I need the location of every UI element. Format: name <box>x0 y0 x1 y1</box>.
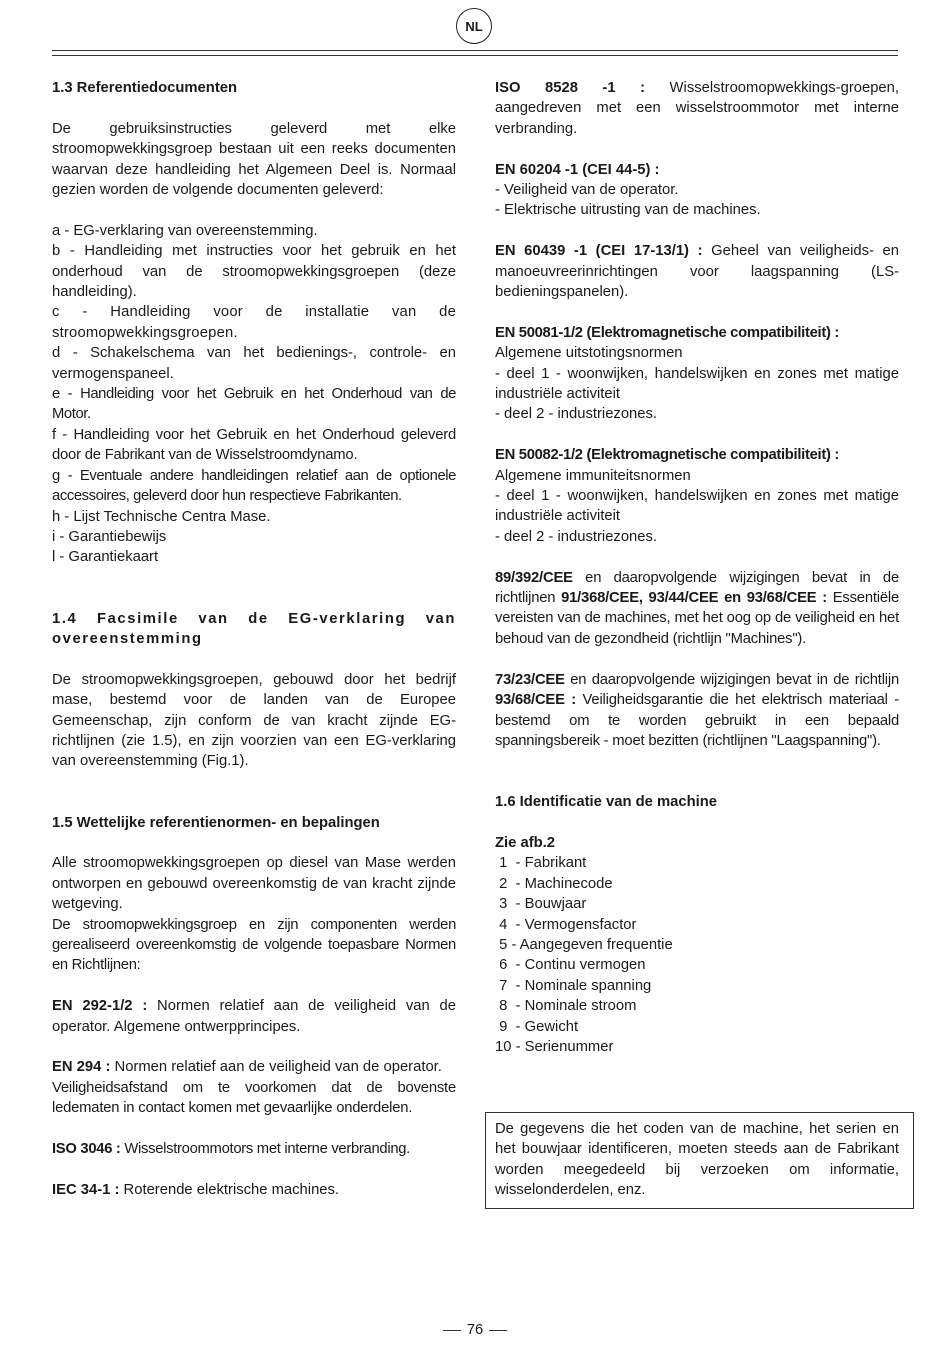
norm-en60204-item-1: - Veiligheid van de operator. <box>495 182 679 199</box>
section-1-4-title: 1.4 Facsimile van de EG-verklaring van overeenstemming <box>52 610 456 647</box>
plate-item-7: 7 - Nominale spanning <box>495 977 652 994</box>
page-footer <box>0 1322 950 1338</box>
section-1-3-title: 1.3 Referentiedocumenten <box>52 80 238 96</box>
doc-item-d: d - Schakelschema van het bedienings-, controle- en vermogenspaneel. <box>52 345 456 382</box>
norm-en60439-text: Geheel van veiligheids- en manoeuvreerinrichtingen voor laagspanning (LS-bedieningspanelen). <box>495 243 899 301</box>
section-1-3-intro: De gebruiksinstructies geleverd met elke stroomopwekkingsgroep bestaan uit een reeks documenten waarvan deze handleiding het Algemeen Deel is. Normaal gezien worden de volgende documenten geleverd: <box>52 120 456 199</box>
section-1-6-title: 1.6 Identificatie van de machine <box>495 794 718 811</box>
norm-en60439-label: EN 60439 -1 (CEI 17-13/1) : <box>495 243 703 260</box>
norm-en294-label: EN 294 : <box>52 1059 111 1076</box>
norm-iec34-text: Roterende elektrische machines. <box>119 1181 340 1198</box>
directive-73-23-text-1: en daaropvolgende wijzigingen bevat in de richtlijn <box>564 671 899 688</box>
doc-item-a: a - EG-verklaring van overeenstemming. <box>52 222 318 239</box>
directive-89-392-text-1: en daaropvolgende wijzigingen bevat in de richtlijnen <box>495 569 899 607</box>
norm-iso3046-text: Wisselstroommotors met interne verbranding. <box>120 1140 410 1157</box>
plate-item-5: 5 - Aangegeven frequentie <box>495 936 673 953</box>
plate-item-3: 3 - Bouwjaar <box>495 896 587 913</box>
norm-iso8528-label: ISO 8528 -1 : <box>495 80 646 96</box>
plate-item-1: 1 - Fabrikant <box>495 855 587 872</box>
section-1-5-title: 1.5 Wettelijke referentienormen- en bepalingen <box>52 814 380 831</box>
plate-item-2: 2 - Machinecode <box>495 875 613 892</box>
norm-en294-text-2: Veiligheidsafstand om te voorkomen dat de bovenste ledematen in contact komen met gevaarlijke onderdelen. <box>52 1079 456 1117</box>
doc-item-e: e - Handleiding voor het Gebruik en het Onderhoud van de Motor. <box>52 386 456 423</box>
norm-en50081-line-2: - deel 1 - woonwijken, handelswijken en zones met matige industriële activiteit <box>495 365 899 403</box>
footer-dash-left <box>443 1330 461 1331</box>
doc-item-h: h - Lijst Technische Centra Mase. <box>52 508 271 525</box>
directive-73-23-label-2: 93/68/CEE : <box>495 692 577 709</box>
norm-iso3046-label: ISO 3046 : <box>52 1140 121 1157</box>
norm-en60439 <box>495 241 899 302</box>
norm-en294 <box>52 1057 456 1077</box>
header-rule-bottom <box>52 55 898 56</box>
directive-73-23-text-2: Veiligheidsgarantie die het elektrisch materiaal - bestemd om te worden gebruikt in een bepaald spanningsbereik - moet bezitten (richtlijnen "Laagspanning"). <box>495 692 899 749</box>
norm-en292 <box>52 996 456 1037</box>
left-column <box>52 78 456 1200</box>
section-1-6-figure-ref: Zie afb.2 <box>495 834 556 851</box>
directive-89-392-label-2: 91/368/CEE, 93/44/CEE en 93/68/CEE : <box>561 590 827 607</box>
norm-iso8528 <box>495 78 899 139</box>
plate-item-8: 8 - Nominale stroom <box>495 998 637 1015</box>
section-1-5-text-2: De stroomopwekkingsgroep en zijn componenten werden gerealiseerd overeenkomstig de volgende toepasbare Normen en Richtlijnen: <box>52 916 456 974</box>
doc-item-l: l - Garantiekaart <box>52 549 159 566</box>
norm-iso3046 <box>52 1139 456 1159</box>
plate-item-6: 6 - Continu vermogen <box>495 957 646 974</box>
norm-iec34 <box>52 1180 456 1200</box>
doc-item-c: c - Handleiding voor de installatie van de stroomopwekkingsgroepen. <box>52 304 456 341</box>
norm-iec34-label: IEC 34-1 : <box>52 1181 120 1198</box>
plate-item-10: 10 - Serienummer <box>495 1038 614 1055</box>
norm-en292-text: Normen relatief aan de veiligheid van de operator. Algemene ontwerpprincipes. <box>52 998 457 1035</box>
section-1-4-text: De stroomopwekkingsgroepen, gebouwd door het bedrijf mase, bestemd voor de landen van de Europee Gemeenschap, zijn conform de van kracht zijnde EG-richtlijnen (zie 1.5), en zijn voorzien van een EG-verklaring van overeenstemming (Fig.1). <box>52 671 456 770</box>
language-badge: NL <box>456 8 492 44</box>
doc-item-b: b - Handleiding met instructies voor het gebruik en het onderhoud van de stroomopwekkingsgroepen (deze handleiding). <box>52 243 456 301</box>
section-1-5-text-1: Alle stroomopwekkingsgroepen op diesel van Mase werden ontworpen en gebouwd overeenkomstig de van kracht zijnde wetgeving. <box>52 855 456 913</box>
plate-item-9: 9 - Gewicht <box>495 1018 579 1035</box>
page-number: 76 <box>466 1322 484 1338</box>
norm-iso8528-text: Wisselstroomopwekkings-groepen, aangedreven met een wisselstroommotor met interne verbranding. <box>495 80 900 137</box>
header-rule-top <box>52 50 898 51</box>
norm-en50082-line-1: Algemene immuniteitsnormen <box>495 467 691 484</box>
directive-89-392-label: 89/392/CEE <box>495 569 573 586</box>
doc-item-g: g - Eventuale andere handleidingen relatief aan de optionele accessoires, geleverd door hun respectieve Fabrikanten. <box>52 467 456 505</box>
norm-en60204-label: EN 60204 -1 (CEI 44-5) : <box>495 161 660 178</box>
norm-en50081-label: EN 50081-1/2 (Elektromagnetische compatibiliteit) : <box>495 324 840 341</box>
directive-73-23 <box>495 670 899 752</box>
norm-en292-label: EN 292-1/2 : <box>52 998 148 1015</box>
norm-en60204-item-2: - Elektrische uitrusting van de machines. <box>495 202 761 219</box>
norm-en50082-line-3: - deel 2 - industriezones. <box>495 528 658 545</box>
footer-dash-right <box>489 1330 507 1331</box>
doc-item-f: f - Handleiding voor het Gebruik en het Onderhoud geleverd door de Fabrikant van de Wisselstroomdynamo. <box>52 426 456 464</box>
doc-item-i: i - Garantiebewijs <box>52 528 167 545</box>
norm-en50082-line-2: - deel 1 - woonwijken, handelswijken en zones met matige industriële activiteit <box>495 488 899 525</box>
directive-89-392 <box>495 568 899 650</box>
directive-73-23-label: 73/23/CEE <box>495 671 565 688</box>
norm-en294-text: Normen relatief aan de veiligheid van de operator. <box>110 1059 442 1076</box>
right-column <box>495 78 899 1057</box>
norm-en50081-line-3: - deel 2 - industriezones. <box>495 406 658 423</box>
norm-en50082-label: EN 50082-1/2 (Elektromagnetische compatibiliteit) : <box>495 447 840 464</box>
norm-en50081-line-1: Algemene uitstotingsnormen <box>495 345 683 362</box>
directive-89-392-text-2: Essentiële vereisten van de machines, met het oog op de veiligheid en het behoud van de gezondheid (richtlijn "Machines"). <box>495 590 900 647</box>
identification-notice-box: De gegevens die het coden van de machine, het serien en het bouwjaar identificeren, moeten steeds aan de Fabrikant worden meegedeeld bij verzoeken om informatie, wisselonderdelen, enz. <box>485 1112 914 1209</box>
plate-item-4: 4 - Vermogensfactor <box>495 916 637 933</box>
